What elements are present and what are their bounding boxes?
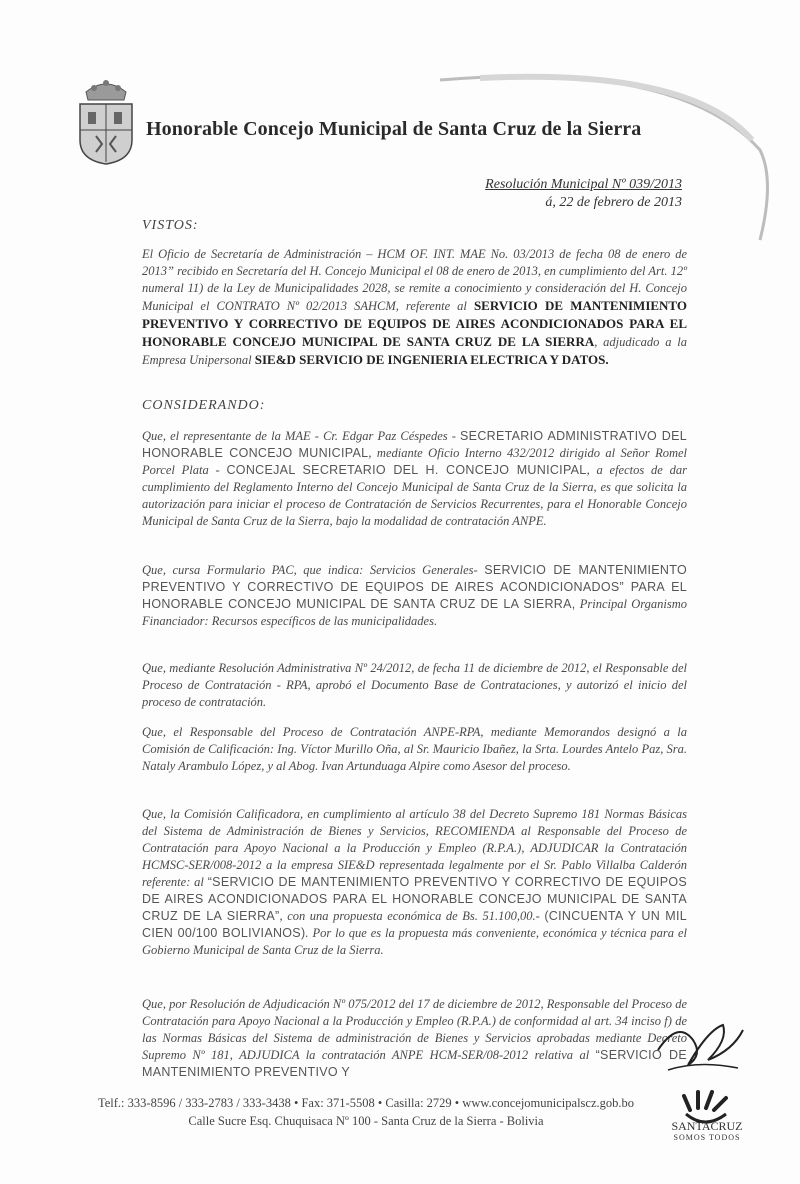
resolution-block	[485, 176, 682, 212]
header-swoosh-decoration	[380, 60, 800, 260]
text-run: , adjudicado a la Empresa Unipersonal	[142, 335, 688, 367]
resolution-date: á, 22 de febrero de 2013	[545, 195, 682, 210]
considerando-paragraph-1	[142, 428, 687, 530]
caps-text: (CINCUENTA Y UN MIL CIEN 00/100 BOLIVIANOS)	[142, 909, 687, 940]
text-run: Principal Organismo Financiador: Recursos específicos de las municipalidades.	[142, 597, 687, 628]
bold-text: SIE&D SERVICIO DE INGENIERIA ELECTRICA Y DATOS.	[254, 352, 609, 367]
footer-contact	[66, 1094, 666, 1130]
text-run: El Oficio de Secretaría de Administración – HCM OF. INT. MAE No. 03/2013 de fecha 08 de enero de 2013” recibido en Secretaría del H. Concejo Municipal el 08 de enero de 2013, en cumplimiento del Art. 12º numeral 11) de la Ley de Municipalidades 2028, se remite a conocimiento y consideración del H. Concejo Municipal el CONTRATO Nº 02/2013 SAHCM, referente al	[142, 247, 687, 313]
footer-contact-line: Telf.: 333-8596 / 333-2783 / 333-3438 • Fax: 371-5508 • Casilla: 2729 • www.concejomunicipalscz.gob.bo	[97, 1096, 635, 1110]
considerando-paragraph-5	[142, 806, 687, 959]
santa-cruz-logo-text	[662, 1120, 752, 1144]
municipal-crest-icon	[74, 74, 138, 166]
considerando-paragraph-3: Que, mediante Resolución Administrativa Nº 24/2012, de fecha 11 de diciembre de 2012, el Responsable del Proceso de Contratación - RPA, aprobó el Documento Base de Contrataciones, y autorizó el inicio del proceso de contratación.	[142, 661, 687, 709]
considerando-heading: CONSIDERANDO:	[142, 398, 266, 413]
considerando-paragraph-4: Que, el Responsable del Proceso de Contratación ANPE-RPA, mediante Memorandos designó a la Comisión de Calificación: Ing. Víctor Murillo Oña, al Sr. Mauricio Ibañez, la Srta. Lourdes Antelo Paz, Sra. Nataly Arambulo López, y al Abog. Ivan Artunduaga Alpire como Asesor del proceso.	[142, 725, 687, 773]
resolution-number: Resolución Municipal Nº 039/2013	[485, 177, 682, 192]
text-run: Que, por Resolución de Adjudicación Nº 075/2012 del 17 de diciembre de 2012, Responsable del Proceso de Contratación para Apoyo Nacional a la Producción y Empleo (R.P.A.) de conformidad al art. 34 inciso f) de las Normas Básicas del Sistema de administración de Bienes y Servicios aprobadas mediante Decreto Supremo Nº 181, ADJUDICA la contratación ANPE HCM-SER/08-2012 relativa al	[142, 997, 687, 1062]
vistos-paragraph	[142, 246, 687, 369]
text-run: Que, la Comisión Calificadora, en cumplimiento al artículo 38 del Decreto Supremo 181 Normas Básicas del Sistema de Administración de Bienes y Servicios, RECOMIENDA al Responsable del Proceso de Contratación para Apoyo Nacional a la Producción y Empleo (R.P.A.), ADJUDICAR la Contratación HCMSC-SER/008-2012 a la empresa SIE&D representada legalmente por el Sr. Pablo Villalba Calderón referente: al	[142, 807, 687, 889]
text-run: Que, cursa Formulario PAC, que indica: Servicios Generales-	[142, 563, 485, 577]
logo-name: SANTACRUZ	[671, 1119, 743, 1133]
logo-tagline: SOMOS TODOS	[673, 1133, 741, 1142]
council-name-heading: Honorable Concejo Municipal de Santa Cruz de la Sierra	[146, 118, 642, 140]
caps-text: CONCEJAL SECRETARIO DEL H. CONCEJO MUNICIPAL	[226, 463, 587, 477]
caps-text: “SERVICIO DE MANTENIMIENTO PREVENTIVO Y	[142, 1048, 687, 1079]
considerando-paragraph-2	[142, 562, 687, 630]
text-run: Que, el representante de la MAE - Cr. Edgar Paz Céspedes -	[142, 429, 461, 443]
text-run: . Por lo que es la propuesta más conveniente, económica y técnica para el Gobierno Municipal de Santa Cruz de la Sierra.	[142, 926, 687, 957]
vistos-heading: VISTOS:	[142, 218, 199, 233]
footer-address-line: Calle Sucre Esq. Chuquisaca Nº 100 - Santa Cruz de la Sierra - Bolivia	[188, 1114, 544, 1128]
text-run: , a efectos de dar cumplimiento del Reglamento Interno del Concejo Municipal de Santa Cruz de la Sierra, es que solicita la autorización para iniciar el proceso de Contratación de Servicios Recurrentes, para el Honorable Concejo Municipal de Santa Cruz de la Sierra, bajo la modalidad de contratación ANPE.	[142, 463, 687, 528]
caps-text: SECRETARIO ADMINISTRATIVO DEL HONORABLE CONCEJO MUNICIPAL	[142, 429, 687, 460]
bold-text: SERVICIO DE MANTENIMIENTO PREVENTIVO Y CORRECTIVO DE EQUIPOS DE AIRES ACONDICIONADOS PARA EL HONORABLE CONCEJO MUNICIPAL DE SANTA CRUZ DE LA SIERRA	[142, 298, 687, 349]
caps-text: “SERVICIO DE MANTENIMIENTO PREVENTIVO Y CORRECTIVO DE EQUIPOS DE AIRES ACONDICIONADOS PARA EL HONORABLE CONCEJO MUNICIPAL DE SANTA CRUZ DE LA SIERRA”	[142, 875, 687, 923]
text-run: , con una propuesta económica de Bs. 51.100,00.-	[279, 909, 545, 923]
considerando-paragraph-6	[142, 996, 687, 1081]
text-run: , mediante Oficio Interno 432/2012 dirigido al Señor Romel Porcel Plata -	[142, 446, 687, 477]
caps-text: SERVICIO DE MANTENIMIENTO PREVENTIVO Y CORRECTIVO DE EQUIPOS DE AIRES ACONDICIONADOS” PARA EL HONORABLE CONCEJO MUNICIPAL DE SANTA CRUZ DE LA SIERRA,	[142, 563, 687, 611]
